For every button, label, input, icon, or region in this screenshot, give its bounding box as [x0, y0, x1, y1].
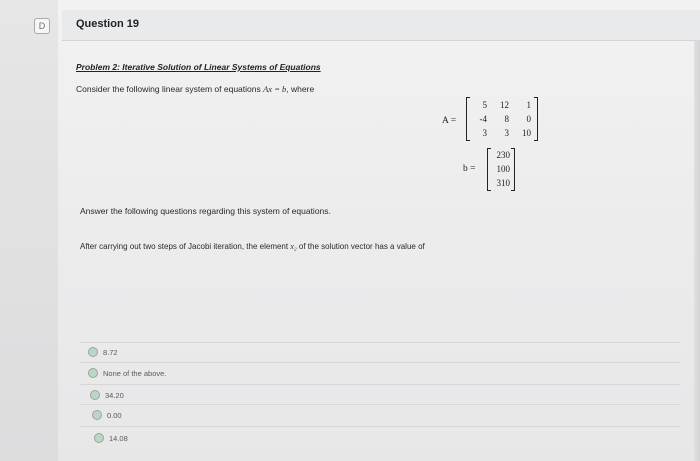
answer-option-label: 34.20: [105, 390, 124, 400]
radio-button[interactable]: [90, 390, 100, 400]
radio-button[interactable]: [88, 347, 98, 357]
matrix-a-cell: 3: [504, 128, 509, 138]
option-divider: [80, 426, 680, 427]
intro-prefix: Consider the following linear system of equations: [76, 84, 264, 94]
option-divider: [80, 404, 680, 405]
matrix-a-cell: 1: [526, 100, 531, 110]
answer-option[interactable]: [90, 388, 124, 402]
vector-b-cell: 230: [496, 150, 510, 160]
answer-option-label: 8.72: [103, 347, 118, 357]
answer-option[interactable]: [88, 345, 118, 359]
answer-option[interactable]: [92, 408, 122, 422]
matrix-a-cell: 3: [482, 128, 487, 138]
vector-b: [487, 148, 515, 191]
answer-option[interactable]: [88, 366, 166, 380]
question-variable: x₂: [290, 242, 297, 251]
option-divider: [80, 384, 680, 385]
matrix-a-cell: 10: [522, 128, 531, 138]
answer-option-label: None of the above.: [103, 368, 167, 378]
answer-option[interactable]: [94, 431, 128, 445]
answer-prompt: Answer the following questions regarding this system of equations.: [80, 206, 331, 216]
radio-button[interactable]: [92, 410, 102, 420]
matrix-a-cell: 5: [482, 100, 487, 110]
matrix-a-cell: -4: [479, 114, 487, 124]
question-header: [62, 10, 700, 41]
problem-intro: [76, 84, 314, 94]
question-prefix: After carrying out two steps of Jacobi iteration, the element: [80, 242, 291, 251]
question-text: [80, 242, 425, 251]
answer-option-label: 14.08: [109, 433, 128, 443]
intro-suffix: , where: [286, 84, 315, 94]
flag-icon[interactable]: D: [34, 18, 50, 34]
option-divider: [80, 342, 680, 343]
intro-equation: Ax = b: [263, 84, 287, 94]
matrix-a-cell: 12: [500, 100, 509, 110]
scrollbar[interactable]: [694, 40, 700, 461]
radio-button[interactable]: [88, 368, 98, 378]
radio-button[interactable]: [94, 433, 104, 443]
option-divider: [80, 362, 680, 363]
matrix-a-cell: 8: [504, 114, 509, 124]
vector-b-cell: 100: [496, 164, 510, 174]
vector-b-cell: 310: [496, 178, 510, 188]
question-title: Question 19: [76, 18, 139, 30]
left-margin: [0, 0, 58, 461]
answer-option-label: 0.00: [107, 410, 122, 420]
matrix-a-cell: 0: [526, 114, 531, 124]
matrix-a: [466, 97, 538, 141]
matrix-a-label: A =: [442, 116, 457, 126]
vector-b-label: b =: [463, 164, 476, 174]
problem-title: Problem 2: Iterative Solution of Linear Systems of Equations: [76, 62, 321, 72]
question-suffix: of the solution vector has a value of: [296, 242, 425, 251]
